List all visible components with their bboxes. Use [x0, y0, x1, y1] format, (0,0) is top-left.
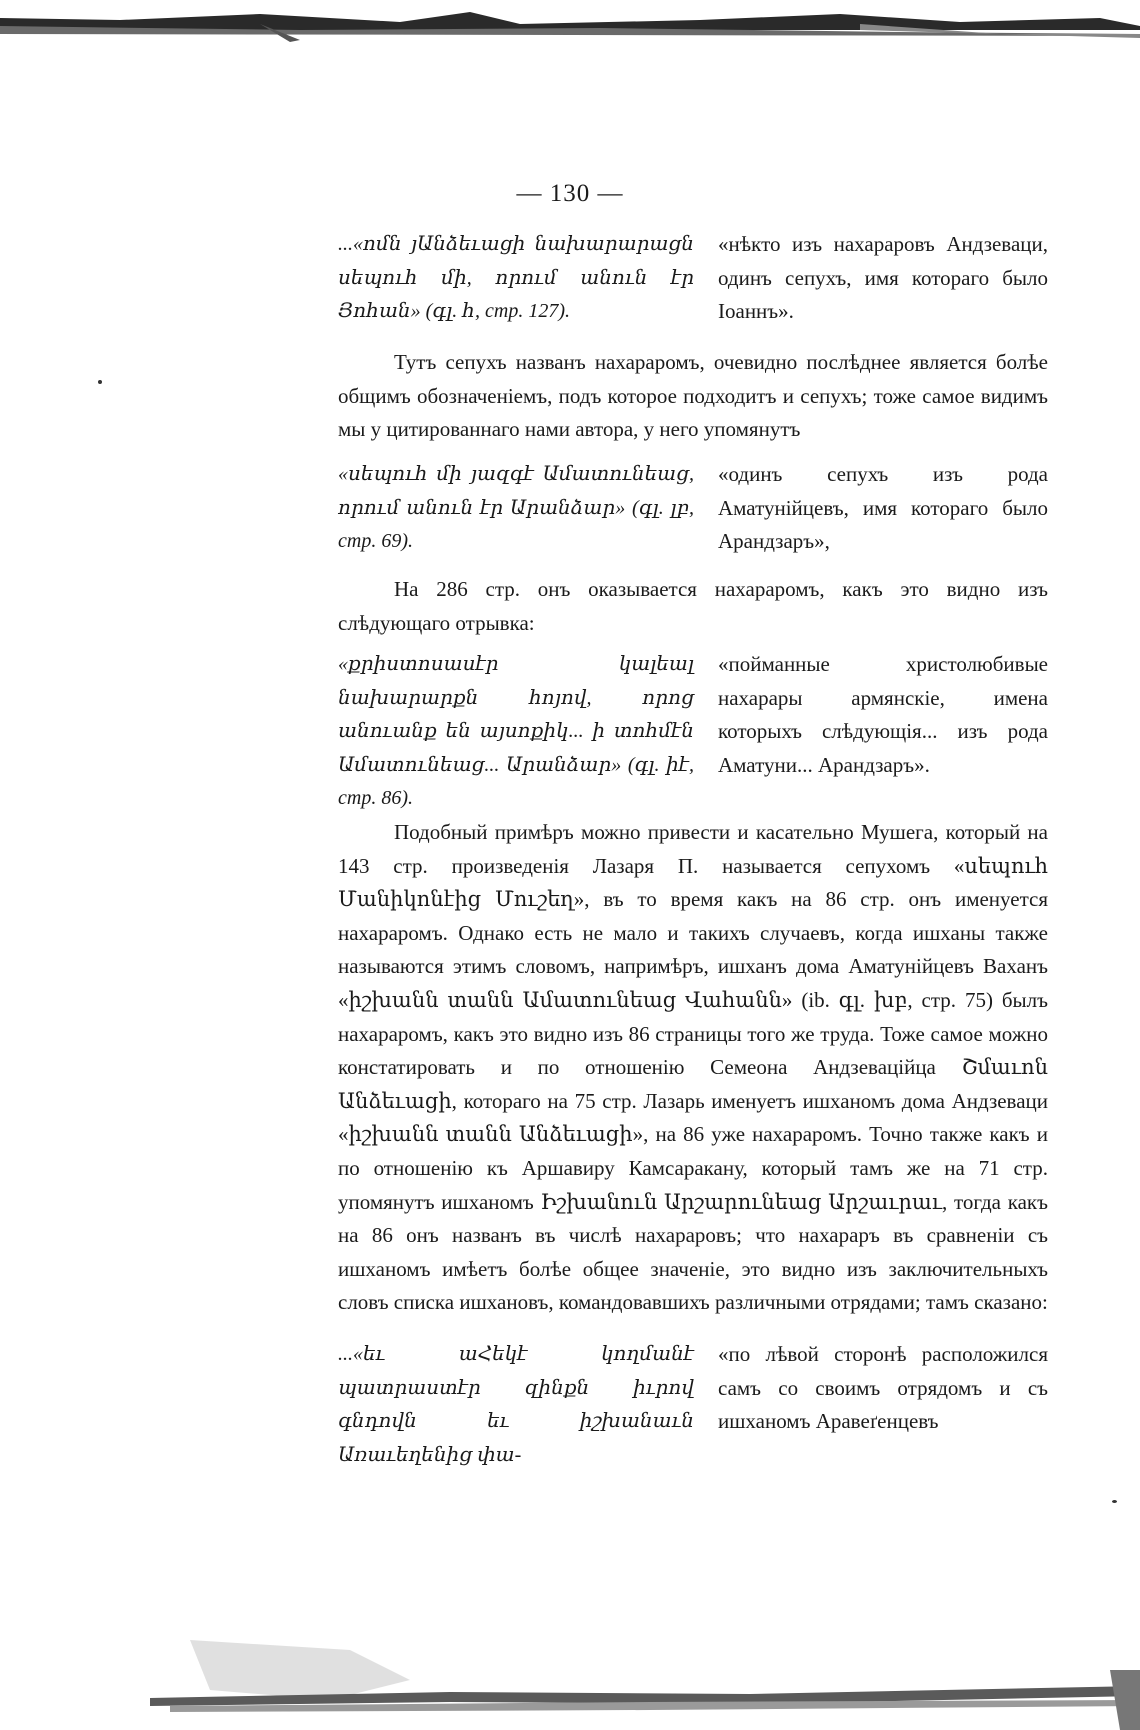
scan-speck	[1112, 1500, 1117, 1503]
scan-edge-top	[0, 0, 1140, 44]
russian-translation: «одинъ сепухъ изъ рода Аматунійцевъ, имя котораго было Арандзаръ»,	[718, 462, 1048, 553]
paragraph-2: На 286 стр. онъ оказывается нахараромъ, какъ это видно изъ слѣдующаго отрывка:	[338, 577, 1048, 635]
armenian-quote: «սեպուհ մի յազգէ Ամատունեաց, որում անուն էր Արանձար» (գլ. լբ, стр. 69).	[338, 463, 694, 552]
armenian-quote: «քրիստոսասէր կալեալ նախարարքն հոյով, որոց անուանք են այսոքիկ... ի տոհմէն Ամատունեաց... Արանձար» (գլ. իէ, стр. 86).	[338, 653, 694, 809]
armenian-quote: ...«ոմն յԱնձեւացի նախարարացն սեպուհ մի, որում անուն էր Յոհան» (գլ. հ, стр. 127).	[338, 233, 694, 322]
page-number: — 130 —	[516, 180, 624, 207]
armenian-quote: ...«եւ աՀեկէ կողմանէ պատրաստէր զինքն իւրով գնդովն եւ իշխանաւն Առաւեղենից փա-	[338, 1343, 694, 1466]
paragraph-1: Тутъ сепухъ названъ нахараромъ, очевидно послѣднее является болѣе общимъ обозначеніемъ, подъ которое подходитъ и сепухъ; тоже самое видимъ мы у цитированнаго нами автора, у него упомянутъ	[338, 350, 1048, 442]
russian-translation: «по лѣвой сторонѣ расположился самъ со своимъ отрядомъ и съ ишханомъ Аравеґенцевъ	[718, 1342, 1048, 1433]
scan-speck	[98, 380, 102, 384]
paragraph-3: Подобный примѣръ можно привести и касательно Мушега, который на 143 стр. произведенія Лазаря П. называется сепухомъ «սեպուհ Մանիկոնէից Մուշեղ», въ то время какъ на 86 стр. онъ именуется нахараромъ. Однако есть не мало и такихъ случаевъ, когда ишханы также называются этимъ словомъ, напримѣръ, ишханъ дома Аматунійцевъ Ваханъ «իշխանն տանն Ամատունեաց Վահանն» (ib. գլ. խբ, стр. 75) былъ нахараромъ, какъ это видно изъ 86 страницы того же труда. Тоже самое можно констатировать и по отношенію Семеона Андзеваційца Շմաւոն Անձեւացի, котораго на 75 стр. Лазарь именуетъ ишханомъ дома Андзеваци «իշխանն տանն Անձեւացի», на 86 уже нахараромъ. Точно также какъ и по отношенію къ Аршавиру Камсаракану, который тамъ же на 71 стр. упомянутъ ишханомъ Իշխանուն Արշարունեաց Արշաւրաւ, тогда какъ на 86 онъ названъ въ числѣ нахараровъ; что нахараръ въ сравненіи съ ишханомъ имѣетъ болѣе общее значеніе, это видно изъ заключительныхъ словъ списка ишхановъ, командовавшихъ различными отрядами; тамъ сказано:	[338, 820, 1048, 1315]
russian-translation: «пойманные христолюбивые нахарары армянскіе, имена которыхъ слѣдующія... изъ рода Аматуни... Арандзаръ».	[718, 652, 1048, 777]
scan-edge-bottom	[150, 1640, 1140, 1730]
russian-translation: «нѣкто изъ нахараровъ Андзеваци, одинъ сепухъ, имя котораго было Іоаннъ».	[718, 232, 1048, 323]
